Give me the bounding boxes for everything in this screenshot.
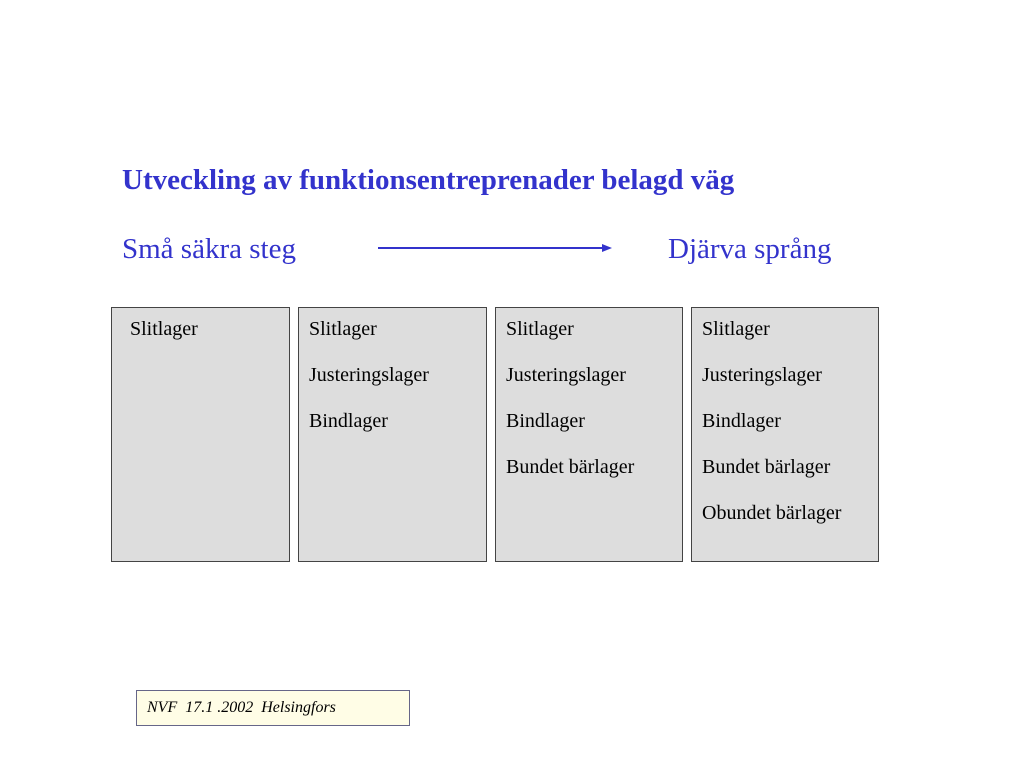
subtitle-right: Djärva språng	[668, 233, 832, 265]
layer-item: Slitlager	[130, 318, 198, 340]
layer-box-4	[691, 307, 879, 562]
layer-item: Bundet bärlager	[702, 456, 831, 478]
layer-item: Justeringslager	[702, 364, 822, 386]
layer-item: Bindlager	[506, 410, 585, 432]
layer-item: Slitlager	[702, 318, 770, 340]
layer-list	[130, 318, 198, 364]
layer-item: Bundet bärlager	[506, 456, 635, 478]
layer-item: Obundet bärlager	[702, 502, 842, 524]
subtitle-left: Små säkra steg	[122, 233, 296, 265]
layer-box-1	[111, 307, 290, 562]
layer-item: Justeringslager	[506, 364, 626, 386]
slide-title: Utveckling av funktionsentreprenader belagd väg	[122, 164, 735, 196]
layer-item: Slitlager	[309, 318, 377, 340]
layer-box-2	[298, 307, 487, 562]
layer-item: Bindlager	[309, 410, 388, 432]
footer-note: NVF 17.1 .2002 Helsingfors	[136, 690, 410, 726]
layer-box-3	[495, 307, 683, 562]
layer-list	[506, 318, 634, 502]
layer-item: Slitlager	[506, 318, 574, 340]
layer-item: Justeringslager	[309, 364, 429, 386]
right-arrow-icon	[378, 240, 614, 256]
layer-item: Bindlager	[702, 410, 781, 432]
layer-list	[702, 318, 841, 548]
layer-list	[309, 318, 429, 456]
